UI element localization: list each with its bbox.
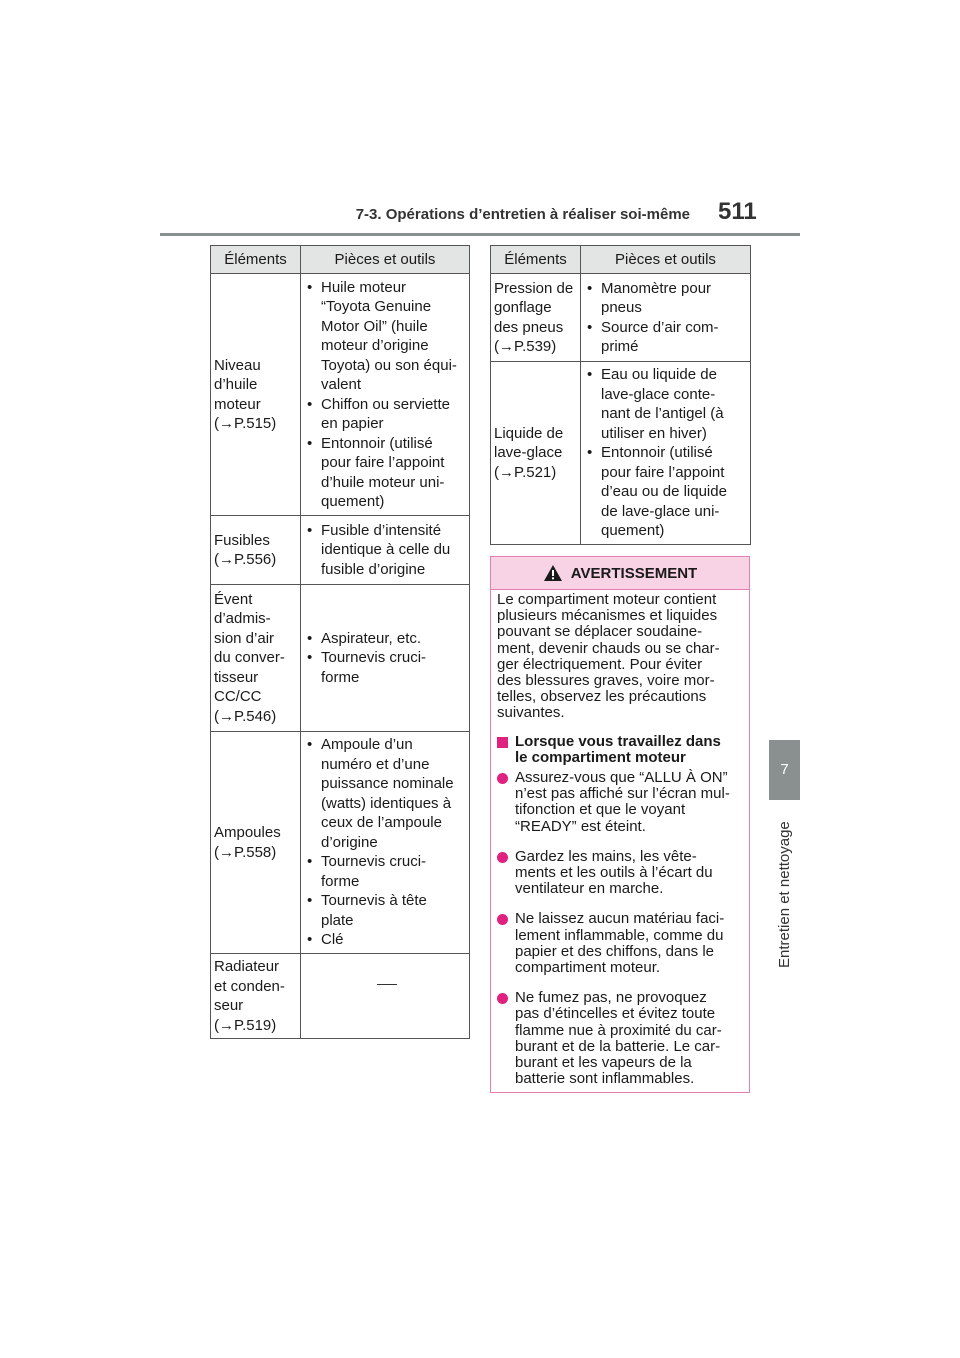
cell-item: Pression de gonflage des pneus (→P.539) [491, 274, 581, 362]
cell-item: Fusibles (→P.556) [211, 516, 301, 585]
column-header-items: Éléments [491, 246, 581, 274]
tool-list-item: • Ampoule d’un numéro et d’une puissance nominale (watts) identiques à ceux de l’ampoule d’origine [307, 735, 466, 852]
header-rule [160, 233, 800, 236]
column-header-tools: Pièces et outils [581, 246, 751, 274]
cell-tools [581, 362, 751, 545]
page-number: 511 [718, 198, 757, 225]
cell-item: Radiateur et conden- seur (→P.519) [211, 954, 301, 1039]
square-bullet-icon [497, 737, 508, 748]
cell-tools [581, 274, 751, 362]
tool-list-item: • Aspirateur, etc. [307, 629, 466, 649]
cell-tools [301, 516, 470, 585]
cell-tools [301, 954, 470, 1039]
tool-list-item: • Source d’air com- primé [587, 318, 747, 357]
table-row [211, 516, 470, 585]
tool-list-item: • Manomètre pour pneus [587, 279, 747, 318]
table-row [211, 274, 470, 516]
cell-item: Ampoules (→P.558) [211, 732, 301, 954]
warning-intro: Le compartiment moteur contient plusieurs mécanismes et liquides pouvant se déplacer soudaine- ment, devenir chauds ou se char- ger électriquement. Pour éviter des blessures graves, voire mor- telles, observez les précautions suivantes. [497, 591, 720, 722]
tool-list-item: • Chiffon ou serviette en papier [307, 395, 466, 434]
tool-list-item: • Eau ou liquide de lave-glace conte- nant de l’antigel (à utiliser en hiver) [587, 365, 747, 443]
warning-bullet-item: Assurez-vous que “ALLU À ON” n’est pas affiché sur l’écran mul- tifonction et que le voyant “READY” est éteint. [497, 770, 743, 835]
cell-tools [301, 274, 470, 516]
warning-bullet-item: Ne laissez aucun matériau faci- lement inflammable, comme du papier et des chiffons, dans le compartiment moteur. [497, 911, 743, 976]
chapter-tab-number: 7 [769, 740, 800, 800]
cell-item: Liquide de lave-glace (→P.521) [491, 362, 581, 545]
cell-item: Évent d’admis- sion d’air du conver- tisseur CC/CC (→P.546) [211, 585, 301, 732]
warning-bullet-item: Gardez les mains, les vête- ments et les outils à l’écart du ventilateur en marche. [497, 849, 743, 898]
warning-bullets [497, 770, 743, 1087]
table-row [491, 274, 751, 362]
warning-title: AVERTISSEMENT [570, 564, 698, 582]
chapter-tab-label: Entretien et nettoyage [776, 821, 793, 969]
cell-tools [301, 585, 470, 732]
warning-triangle-icon [543, 564, 563, 582]
tools-table-left [210, 245, 470, 1039]
round-bullet-icon [497, 852, 508, 863]
warning-body [491, 590, 749, 1087]
cell-tools [301, 732, 470, 954]
column-header-items: Éléments [211, 246, 301, 274]
table-row [211, 585, 470, 732]
column-header-tools: Pièces et outils [301, 246, 470, 274]
warning-box [490, 556, 750, 1093]
tools-table-right [490, 245, 751, 545]
dash-placeholder [377, 984, 397, 985]
round-bullet-icon [497, 773, 508, 784]
warning-header [491, 557, 749, 590]
warning-subheading: Lorsque vous travaillez dans le compartiment moteur [497, 734, 743, 766]
tool-list-item: • Tournevis cruci- forme [307, 852, 466, 891]
tool-list-item: • Huile moteur “Toyota Genuine Motor Oil” (huile moteur d’origine Toyota) ou son équi- valent [307, 278, 466, 395]
table-row [211, 954, 470, 1039]
tool-list-item: • Clé [307, 930, 466, 950]
section-title: 7-3. Opérations d’entretien à réaliser soi-même [355, 206, 690, 223]
table-body [211, 274, 470, 1039]
table-row [491, 362, 751, 545]
tool-list-item: • Fusible d’intensité identique à celle du fusible d’origine [307, 521, 466, 580]
tool-list-item: • Tournevis à tête plate [307, 891, 466, 930]
table-row [211, 732, 470, 954]
tool-list-item: • Entonnoir (utilisé pour faire l’appoint d’eau ou de liquide de lave-glace uni- quement) [587, 443, 747, 541]
round-bullet-icon [497, 914, 508, 925]
warning-bullet-item: Ne fumez pas, ne provoquez pas d’étincelles et évitez toute flamme nue à proximité du car- burant et de la batterie. Le car- burant et les vapeurs de la batterie sont inflammables. [497, 990, 743, 1087]
table-body [491, 274, 751, 545]
tool-list-item: • Tournevis cruci- forme [307, 648, 466, 687]
cell-item: Niveau d’huile moteur (→P.515) [211, 274, 301, 516]
round-bullet-icon [497, 993, 508, 1004]
tool-list-item: • Entonnoir (utilisé pour faire l’appoint d’huile moteur uni- quement) [307, 434, 466, 512]
